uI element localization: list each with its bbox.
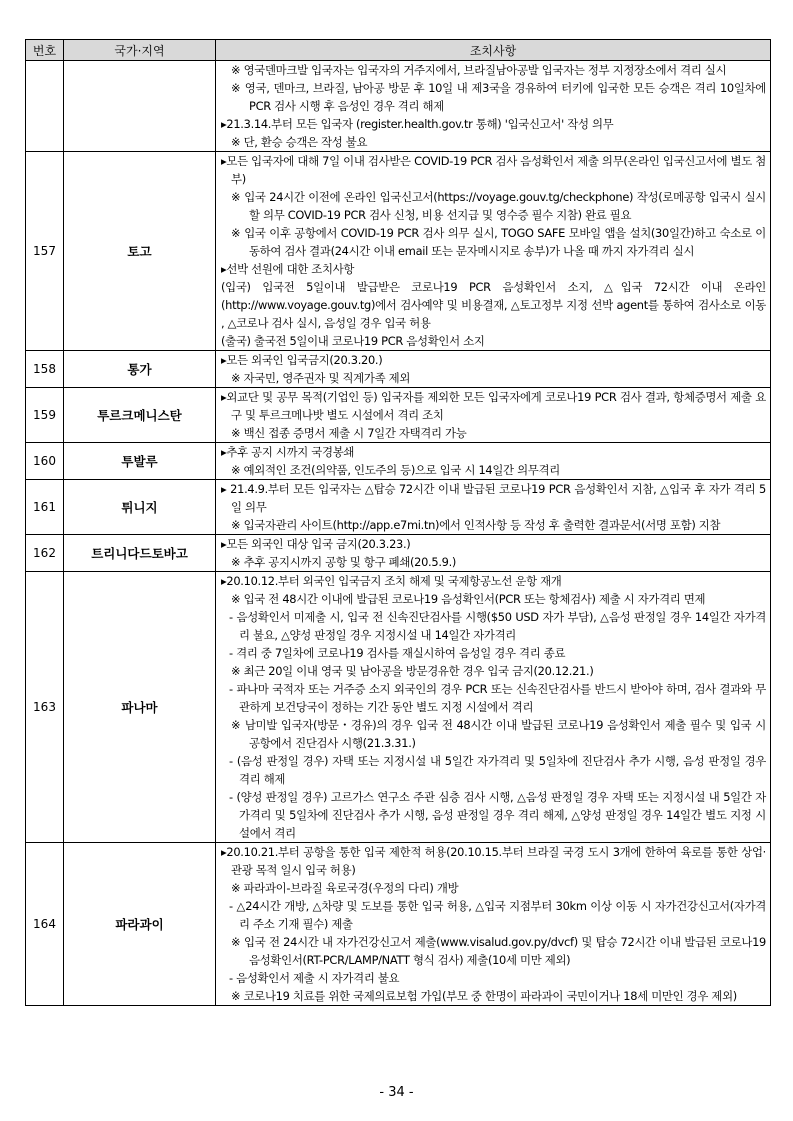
row-number: 158 [26,351,64,388]
text-item: (입국) 입국전 5일이내 발급받은 코로나19 PCR 음성확인서 소지, △입국 72시간 이내 온라인(http://www.voyage.gouv.tg)에서 검사예약 및 비용결재, △토고정부 지정 선박 agent를 통하여 검사소로 이동 , △코로나 검사 실시, 음성일 경우 입국 허용 [221,280,766,330]
header-number: 번호 [26,40,64,61]
measures-cell [216,61,771,152]
measures-cell [216,351,771,388]
note-item: ※ 예외적인 조건(의약품, 인도주의 등)으로 입국 시 14일간 의무격리 [231,463,560,477]
measures-cell [216,843,771,1006]
row-number: 164 [26,843,64,1006]
bullet-item: ▸추후 공지 시까지 국경봉쇄 [221,445,355,459]
bullet-item: ▸외교단 및 공무 목적(기업인 등) 입국자를 제외한 모든 입국자에게 코로나19 PCR 검사 결과, 항체증명서 제출 요구 및 투르크메나밧 별도 시설에서 격리 조치 [221,390,766,422]
measures-cell [216,535,771,572]
note-item: ※ 코로나19 치료를 위한 국제의료보험 가입(부모 중 한명이 파라과이 국민이거나 18세 미만인 경우 제외) [231,989,737,1003]
note-item: ※ 백신 접종 증명서 제출 시 7일간 자택격리 가능 [231,426,467,440]
bullet-item: ▸20.10.21.부터 공항을 통한 입국 제한적 허용(20.10.15.부터 브라질 국경 도시 3개에 한하여 육로를 통한 상업·관광 목적 일시 입국 허용) [221,845,766,877]
country-name: 파나마 [64,572,216,843]
sub-item: - 음성확인서 제출 시 자가격리 불요 [229,971,400,985]
table-row [26,152,771,351]
page-number: - 34 - [379,1085,414,1100]
note-item: ※ 입국 전 24시간 내 자가건강신고서 제출(www.visalud.gov.py/dvcf) 및 탑승 72시간 이내 발급된 코로나19 음성확인서(RT-PCR/LAMP/NATT 형식 검사) 제출(10세 미만 제외) [231,935,766,967]
row-number: 159 [26,388,64,443]
table-row [26,535,771,572]
note-item: ※ 입국 24시간 이전에 온라인 입국신고서(https://voyage.gouv.tg/checkphone) 작성(로메공항 입국시 실시할 의무 COVID-19 PCR 검사 신청, 비용 선지급 및 영수증 필수 지참) 완료 필요 [231,190,766,222]
bullet-item: ▸모든 외국인 입국금지(20.3.20.) [221,353,383,367]
sub-item: - (음성 판정일 경우) 자택 또는 지정시설 내 5일간 자가격리 및 5일차에 진단검사 추가 시행, 음성 판정일 경우 격리 해제 [229,754,766,786]
row-number: 161 [26,480,64,535]
note-item: ※ 남미발 입국자(방문・경유)의 경우 입국 전 48시간 이내 발급된 코로나19 음성확인서 제출 필수 및 입국 시 공항에서 진단검사 시행(21.3.31.) [231,718,766,750]
bullet-item: ▸모든 외국인 대상 입국 금지(20.3.23.) [221,537,411,551]
note-item: ※ 파라과이-브라질 육로국경(우정의 다리) 개방 [231,881,459,895]
note-item: ※ 입국 이후 공항에서 COVID-19 PCR 검사 의무 실시, TOGO SAFE 모바일 앱을 설치(30일간)하고 숙소로 이동하여 검사 결과(24시간 이내 email 또는 문자메시지로 송부)가 나올 때 까지 자가격리 실시 [231,226,766,258]
measures-cell [216,480,771,535]
row-number: 157 [26,152,64,351]
header-country: 국가·지역 [64,40,216,61]
country-name: 트리니다드토바고 [64,535,216,572]
row-number: 160 [26,443,64,480]
table-row [26,61,771,152]
country-name: 튀니지 [64,480,216,535]
sub-item: - 파나마 국적자 또는 거주증 소지 외국인의 경우 PCR 또는 신속진단검사를 반드시 받아야 하며, 검사 결과와 무관하게 보건당국이 정하는 기간 동안 별도 지정 시설에서 격리 [229,682,766,714]
country-name: 파라과이 [64,843,216,1006]
note-item: ※ 입국자관리 사이트(http://app.e7mi.tn)에서 인적사항 등 작성 후 출력한 결과문서(서명 포함) 지참 [231,518,721,532]
bullet-item: ▸ 21.4.9.부터 모든 입국자는 △탑승 72시간 이내 발급된 코로나19 PCR 음성확인서 지참, △입국 후 자가 격리 5일 의무 [221,482,766,514]
measures-table [25,39,771,1006]
header-row [26,40,771,61]
table-row [26,351,771,388]
note-item: ※ 입국 전 48시간 이내에 발급된 코로나19 음성확인서(PCR 또는 항체검사) 제출 시 자가격리 면제 [231,592,706,606]
header-measures: 조치사항 [216,40,771,61]
sub-item: - 격리 중 7일차에 코로나19 검사를 재실시하여 음성일 경우 격리 종료 [229,646,566,660]
row-number: 162 [26,535,64,572]
text-item: (출국) 출국전 5일이내 코로나19 PCR 음성확인서 소지 [221,334,485,348]
country-name: 토고 [64,152,216,351]
country-name: 투르크메니스탄 [64,388,216,443]
sub-item: - 음성확인서 미제출 시, 입국 전 신속진단검사를 시행($50 USD 자가 부담), △음성 판정일 경우 14일간 자가격리 불요, △양성 판정일 경우 지정시설 내 14일간 자가격리 [229,610,766,642]
row-number [26,61,64,152]
table-row [26,480,771,535]
note-item: ※ 영국덴마크발 입국자는 입국자의 거주지에서, 브라질남아공발 입국자는 정부 지정장소에서 격리 실시 [231,63,727,77]
table-row [26,843,771,1006]
note-item: ※ 자국민, 영주권자 및 직계가족 제외 [231,371,411,385]
table-row [26,572,771,843]
bullet-item: ▸선박 선원에 대한 조치사항 [221,262,355,276]
bullet-item: ▸20.10.12.부터 외국인 입국금지 조치 해제 및 국제항공노선 운항 재개 [221,574,562,588]
sub-item: - △24시간 개방, △차량 및 도보를 통한 입국 허용, △입국 지점부터 30km 이상 이동 시 자가건강신고서(자가격리 주소 기재 필수) 제출 [229,899,766,931]
note-item: ※ 영국, 덴마크, 브라질, 남아공 방문 후 10일 내 제3국을 경유하여 터키에 입국한 모든 승객은 격리 10일차에 PCR 검사 시행 후 음성인 경우 격리 해제 [231,81,766,113]
note-item: ※ 단, 환승 승객은 작성 불요 [231,135,368,149]
sub-item: - (양성 판정일 경우) 고르가스 연구소 주관 심층 검사 시행, △음성 판정일 경우 자택 또는 지정시설 내 5일간 자가격리 및 5일차에 진단검사 추가 시행, 음성 판정일 경우 격리 해제, △양성 판정일 경우 14일간 별도 지정 시설에서 격리 [229,790,766,840]
row-number: 163 [26,572,64,843]
measures-cell [216,388,771,443]
bullet-item: ▸21.3.14.부터 모든 입국자 (register.health.gov.tr 통해) '입국신고서' 작성 의무 [221,117,614,131]
country-name: 투발루 [64,443,216,480]
measures-cell [216,443,771,480]
table-row [26,443,771,480]
country-name [64,61,216,152]
note-item: ※ 추후 공지시까지 공항 및 항구 폐쇄(20.5.9.) [231,555,457,569]
country-name: 통가 [64,351,216,388]
measures-cell [216,572,771,843]
table-row [26,388,771,443]
bullet-item: ▸모든 입국자에 대해 7일 이내 검사받은 COVID-19 PCR 검사 음성확인서 제출 의무(온라인 입국신고서에 별도 첨부) [221,154,766,186]
measures-cell [216,152,771,351]
note-item: ※ 최근 20일 이내 영국 및 남아공을 방문경유한 경우 입국 금지(20.12.21.) [231,664,594,678]
